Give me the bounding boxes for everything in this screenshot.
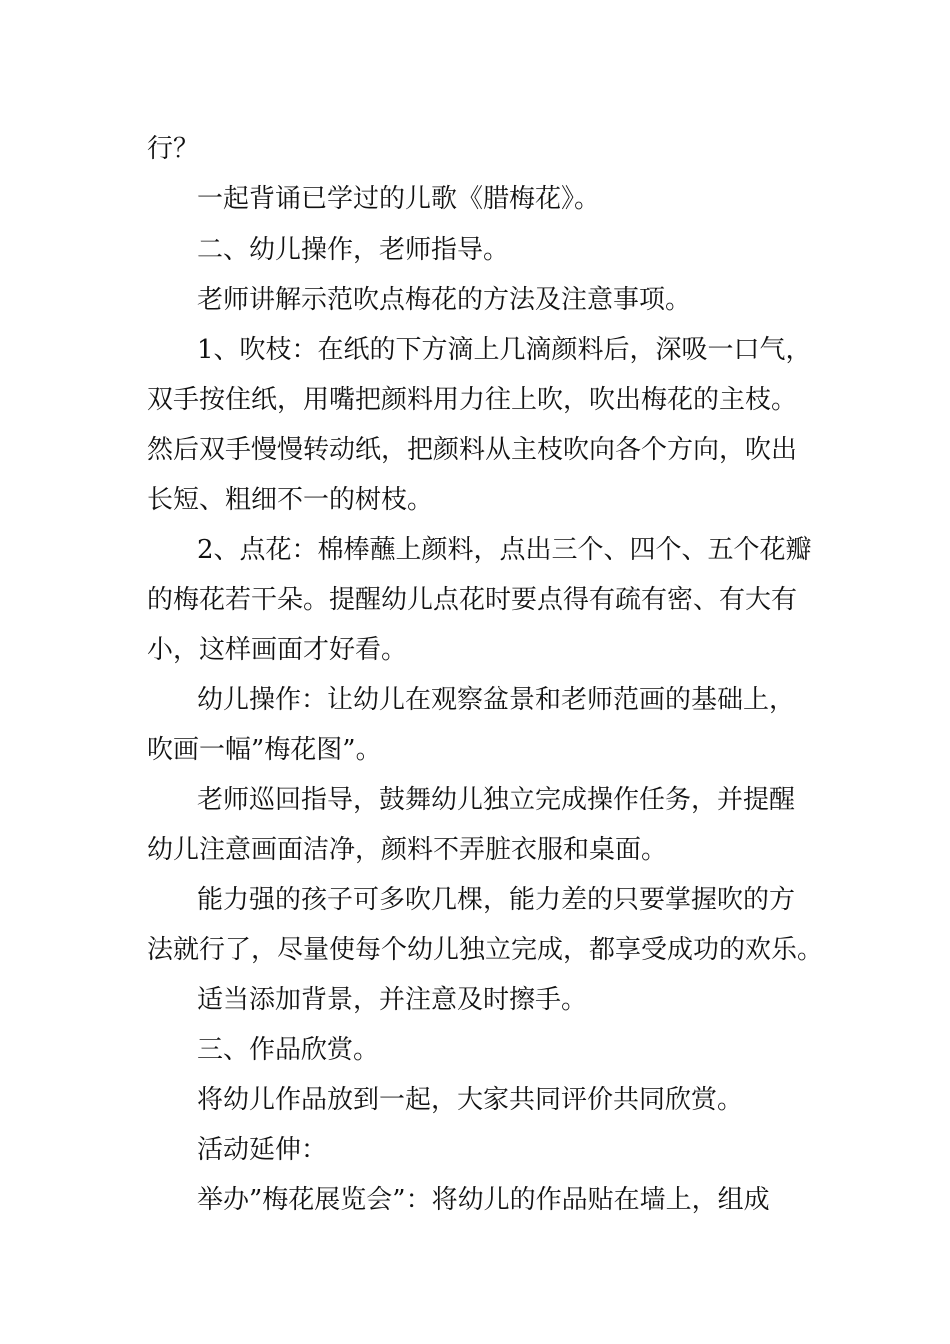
text-line: 将幼儿作品放到一起，大家共同评价共同欣赏。 bbox=[197, 1085, 744, 1115]
section-heading: 二、幼儿操作，老师指导。 bbox=[197, 235, 510, 265]
text-line: 幼儿注意画面洁净，颜料不弄脏衣服和桌面。 bbox=[147, 835, 668, 865]
text-line: 活动延伸： bbox=[197, 1135, 328, 1165]
text-line: 老师讲解示范吹点梅花的方法及注意事项。 bbox=[197, 285, 692, 315]
text-line: 1、吹枝：在纸的下方滴上几滴颜料后，深吸一口气， bbox=[197, 335, 812, 365]
text-line: 的梅花若干朵。提醒幼儿点花时要点得有疏有密、有大有 bbox=[147, 585, 798, 615]
text-line: 幼儿操作：让幼儿在观察盆景和老师范画的基础上， bbox=[197, 685, 796, 715]
text-line: 一起背诵已学过的儿歌《腊梅花》。 bbox=[197, 184, 601, 214]
text-line: 能力强的孩子可多吹几棵，能力差的只要掌握吹的方 bbox=[197, 885, 796, 915]
text-line: 2、点花：棉棒蘸上颜料，点出三个、四个、五个花瓣 bbox=[197, 535, 812, 565]
text-line: 法就行了，尽量使每个幼儿独立完成，都享受成功的欢乐。 bbox=[147, 935, 824, 965]
text-line: 双手按住纸，用嘴把颜料用力往上吹，吹出梅花的主枝。 bbox=[147, 385, 798, 415]
text-line: 举办”梅花展览会”：将幼儿的作品贴在墙上，组成 bbox=[197, 1185, 770, 1215]
text-line: 老师巡回指导，鼓舞幼儿独立完成操作任务，并提醒 bbox=[197, 785, 796, 815]
text-line: 小，这样画面才好看。 bbox=[147, 635, 408, 665]
text-line: 适当添加背景，并注意及时擦手。 bbox=[197, 985, 588, 1015]
text-line: 吹画一幅”梅花图”。 bbox=[147, 735, 382, 765]
text-line: 然后双手慢慢转动纸，把颜料从主枝吹向各个方向，吹出 bbox=[147, 435, 798, 465]
text-line: 行？ bbox=[147, 134, 200, 164]
text-line: 长短、粗细不一的树枝。 bbox=[147, 485, 434, 515]
section-heading: 三、作品欣赏。 bbox=[197, 1035, 380, 1065]
